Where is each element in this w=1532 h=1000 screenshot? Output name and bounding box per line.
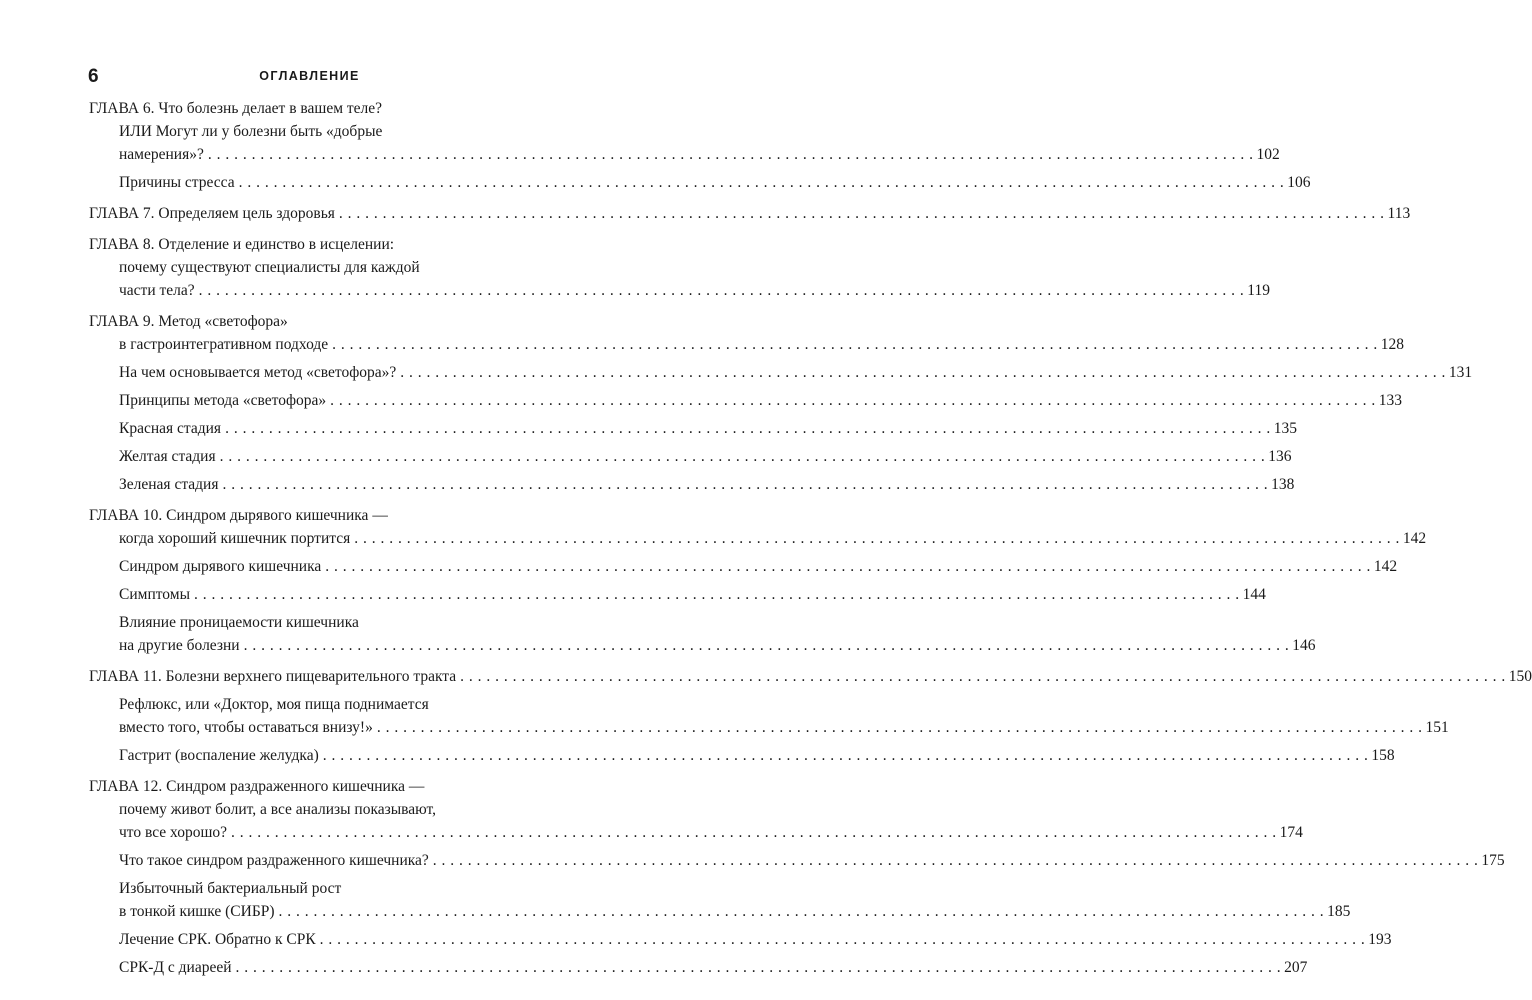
toc-page-number: 150 [1508, 668, 1532, 685]
toc-line [0, 417, 1297, 440]
toc-chapter [0, 233, 1270, 302]
toc-entry-text: ИЛИ Могут ли у болезни быть «добрые [119, 123, 383, 140]
toc-entry-text: что все хорошо? [119, 824, 228, 841]
toc-page-number: 151 [1425, 719, 1449, 736]
toc-page-number: 128 [1380, 336, 1405, 353]
toc-entry-text: Принципы метода «светофора» [119, 392, 327, 409]
toc-page-number: 138 [1271, 476, 1295, 493]
toc-entry-text: Влияние проницаемости кишечника [119, 614, 359, 631]
toc-leader-dots: . . . . . . . . . . . . . . . . . . . . . . . . . . . . . . . . . . . . . . . . . . . . . . . . . . . . . . . . . . . . . . . . . . . . . . . . . . . . . . . . . . . . . . . . . . . . . . . . . . . . . . . . . . . . . . . . . . . . . . . . [400, 364, 1446, 381]
toc-chapter-heading[interactable] [0, 202, 1411, 225]
toc-line [0, 171, 1311, 194]
toc-chapter [0, 775, 1505, 979]
toc-line [0, 849, 1505, 872]
toc-entry-text: На чем основывается метод «светофора»? [119, 364, 397, 381]
toc-line [0, 473, 1295, 496]
toc-leader-dots: . . . . . . . . . . . . . . . . . . . . . . . . . . . . . . . . . . . . . . . . . . . . . . . . . . . . . . . . . . . . . . . . . . . . . . . . . . . . . . . . . . . . . . . . . . . . . . . . . . . . . . . . . . . . . . . . . . . . . . . . [198, 282, 1245, 299]
toc-page-number: 113 [1387, 205, 1411, 222]
toc-subentry[interactable] [0, 877, 1351, 923]
toc-line [0, 900, 1351, 923]
toc-page-number: 136 [1268, 448, 1292, 465]
page-number: 6 [88, 66, 99, 87]
toc-chapter [0, 97, 1311, 194]
toc-chapter-heading[interactable] [0, 665, 1532, 688]
toc-entry-text: Симптомы [119, 586, 190, 603]
toc-leader-dots: . . . . . . . . . . . . . . . . . . . . . . . . . . . . . . . . . . . . . . . . . . . . . . . . . . . . . . . . . . . . . . . . . . . . . . . . . . . . . . . . . . . . . . . . . . . . . . . . . . . . . . . . . . . . . . . . . . . . . . . . [219, 448, 1266, 465]
toc-subentry[interactable] [0, 956, 1308, 979]
toc-leader-dots: . . . . . . . . . . . . . . . . . . . . . . . . . . . . . . . . . . . . . . . . . . . . . . . . . . . . . . . . . . . . . . . . . . . . . . . . . . . . . . . . . . . . . . . . . . . . . . . . . . . . . . . . . . . . . . . . . . . . . . . . [432, 852, 1479, 869]
toc-subentry[interactable] [0, 555, 1398, 578]
toc-subentry[interactable] [0, 389, 1403, 412]
toc-subentry[interactable] [0, 473, 1295, 496]
toc-line [0, 333, 1405, 356]
toc-entry-text: ГЛАВА 8. Отделение и единство в исцелении: [89, 236, 395, 253]
toc-entry-text: на другие болезни [119, 637, 240, 654]
toc-entry-text: Зеленая стадия [119, 476, 219, 493]
toc-entry-text: в тонкой кишке (СИБР) [119, 903, 275, 920]
toc-subentry[interactable] [0, 744, 1395, 767]
toc-leader-dots: . . . . . . . . . . . . . . . . . . . . . . . . . . . . . . . . . . . . . . . . . . . . . . . . . . . . . . . . . . . . . . . . . . . . . . . . . . . . . . . . . . . . . . . . . . . . . . . . . . . . . . . . . . . . . . . . . . . . . . . . [222, 476, 1269, 493]
toc-line [0, 233, 619, 256]
toc-leader-dots: . . . . . . . . . . . . . . . . . . . . . . . . . . . . . . . . . . . . . . . . . . . . . . . . . . . . . . . . . . . . . . . . . . . . . . . . . . . . . . . . . . . . . . . . . . . . . . . . . . . . . . . . . . . . . . . . . . . . . . . . [338, 205, 1385, 222]
toc-leader-dots: . . . . . . . . . . . . . . . . . . . . . . . . . . . . . . . . . . . . . . . . . . . . . . . . . . . . . . . . . . . . . . . . . . . . . . . . . . . . . . . . . . . . . . . . . . . . . . . . . . . . . . . . . . . . . . . . . . . . . . . . [325, 558, 1371, 575]
toc-page-number: 133 [1378, 392, 1403, 409]
toc-page-number: 185 [1327, 903, 1351, 920]
toc-line [0, 798, 619, 821]
toc-chapter [0, 202, 1411, 225]
running-title: ОГЛАВЛЕНИЕ [259, 69, 360, 83]
toc-leader-dots: . . . . . . . . . . . . . . . . . . . . . . . . . . . . . . . . . . . . . . . . . . . . . . . . . . . . . . . . . . . . . . . . . . . . . . . . . . . . . . . . . . . . . . . . . . . . . . . . . . . . . . . . . . . . . . . . . . . . . . . . [243, 637, 1290, 654]
toc-line [0, 821, 1303, 844]
toc-leader-dots: . . . . . . . . . . . . . . . . . . . . . . . . . . . . . . . . . . . . . . . . . . . . . . . . . . . . . . . . . . . . . . . . . . . . . . . . . . . . . . . . . . . . . . . . . . . . . . . . . . . . . . . . . . . . . . . . . . . . . . . . [193, 586, 1240, 603]
toc-line [0, 256, 619, 279]
toc-page-number: 174 [1279, 824, 1303, 841]
toc-entry-text: Избыточный бактериальный рост [119, 880, 342, 897]
toc-line [0, 120, 619, 143]
toc-chapter-heading[interactable] [0, 504, 1427, 550]
toc-line [0, 445, 1292, 468]
toc-entry-text: Красная стадия [119, 420, 222, 437]
toc-line [0, 634, 1316, 657]
toc-line [0, 504, 619, 527]
toc-entry-text: ГЛАВА 6. Что болезнь делает в вашем теле? [89, 100, 383, 117]
toc-entry-text: почему существуют специалисты для каждой [119, 259, 420, 276]
toc-chapter [0, 504, 1427, 657]
toc-leader-dots: . . . . . . . . . . . . . . . . . . . . . . . . . . . . . . . . . . . . . . . . . . . . . . . . . . . . . . . . . . . . . . . . . . . . . . . . . . . . . . . . . . . . . . . . . . . . . . . . . . . . . . . . . . . . . . . . . . . . . . . . [319, 931, 1366, 948]
toc-entry-text: ГЛАВА 11. Болезни верхнего пищеварительного тракта [89, 668, 457, 685]
toc-line [0, 389, 1403, 412]
toc-chapter-heading[interactable] [0, 233, 1270, 302]
toc-line [0, 693, 619, 716]
toc-line [0, 202, 1411, 225]
toc-subentry[interactable] [0, 361, 1473, 384]
toc-page-number: 142 [1373, 558, 1398, 575]
toc-line [0, 744, 1395, 767]
toc-line [0, 555, 1398, 578]
toc-page-number: 131 [1448, 364, 1473, 381]
toc-entry-text: Гастрит (воспаление желудка) [119, 747, 319, 764]
toc-subentry[interactable] [0, 417, 1297, 440]
toc-entry-text: Рефлюкс, или «Доктор, моя пища поднимается [119, 696, 429, 713]
toc-chapter-heading[interactable] [0, 775, 1303, 844]
toc-chapter [0, 310, 1473, 496]
toc-subentry[interactable] [0, 583, 1266, 606]
toc-entry-text: Желтая стадия [119, 448, 216, 465]
toc-page-number: 144 [1242, 586, 1266, 603]
table-of-contents [0, 97, 1532, 987]
toc-subentry[interactable] [0, 171, 1311, 194]
toc-entry-text: когда хороший кишечник портится [119, 530, 351, 547]
toc-leader-dots: . . . . . . . . . . . . . . . . . . . . . . . . . . . . . . . . . . . . . . . . . . . . . . . . . . . . . . . . . . . . . . . . . . . . . . . . . . . . . . . . . . . . . . . . . . . . . . . . . . . . . . . . . . . . . . . . . . . . . . . . [238, 174, 1285, 191]
toc-subentry[interactable] [0, 445, 1292, 468]
toc-entry-text: ГЛАВА 10. Синдром дырявого кишечника — [89, 507, 388, 524]
toc-leader-dots: . . . . . . . . . . . . . . . . . . . . . . . . . . . . . . . . . . . . . . . . . . . . . . . . . . . . . . . . . . . . . . . . . . . . . . . . . . . . . . . . . . . . . . . . . . . . . . . . . . . . . . . . . . . . . . . . . . . . . . . . [207, 146, 1254, 163]
toc-page-number: 158 [1371, 747, 1395, 764]
toc-line [0, 279, 1270, 302]
toc-entry-text: намерения»? [119, 146, 204, 163]
toc-line [0, 716, 1449, 739]
toc-page-number: 193 [1368, 931, 1392, 948]
toc-entry-text: Что такое синдром раздраженного кишечника? [119, 852, 429, 869]
toc-leader-dots: . . . . . . . . . . . . . . . . . . . . . . . . . . . . . . . . . . . . . . . . . . . . . . . . . . . . . . . . . . . . . . . . . . . . . . . . . . . . . . . . . . . . . . . . . . . . . . . . . . . . . . . . . . . . . . . . . . . . . . . . [330, 392, 1376, 409]
toc-leader-dots: . . . . . . . . . . . . . . . . . . . . . . . . . . . . . . . . . . . . . . . . . . . . . . . . . . . . . . . . . . . . . . . . . . . . . . . . . . . . . . . . . . . . . . . . . . . . . . . . . . . . . . . . . . . . . . . . . . . . . . . . [278, 903, 1325, 920]
toc-line [0, 583, 1266, 606]
toc-leader-dots: . . . . . . . . . . . . . . . . . . . . . . . . . . . . . . . . . . . . . . . . . . . . . . . . . . . . . . . . . . . . . . . . . . . . . . . . . . . . . . . . . . . . . . . . . . . . . . . . . . . . . . . . . . . . . . . . . . . . . . . . [376, 719, 1423, 736]
toc-page-number: 175 [1481, 852, 1505, 869]
toc-entry-text: Синдром дырявого кишечника [119, 558, 322, 575]
toc-leader-dots: . . . . . . . . . . . . . . . . . . . . . . . . . . . . . . . . . . . . . . . . . . . . . . . . . . . . . . . . . . . . . . . . . . . . . . . . . . . . . . . . . . . . . . . . . . . . . . . . . . . . . . . . . . . . . . . . . . . . . . . . [235, 959, 1282, 976]
toc-entry-text: ГЛАВА 7. Определяем цель здоровья [89, 205, 335, 222]
toc-page-number: 142 [1402, 530, 1427, 547]
toc-chapter-heading[interactable] [0, 97, 1280, 166]
toc-line [0, 665, 1532, 688]
toc-leader-dots: . . . . . . . . . . . . . . . . . . . . . . . . . . . . . . . . . . . . . . . . . . . . . . . . . . . . . . . . . . . . . . . . . . . . . . . . . . . . . . . . . . . . . . . . . . . . . . . . . . . . . . . . . . . . . . . . . . . . . . . . [322, 747, 1369, 764]
toc-page-number: 102 [1256, 146, 1280, 163]
toc-subentry[interactable] [0, 928, 1392, 951]
toc-line [0, 143, 1280, 166]
toc-entry-text: почему живот болит, а все анализы показывают, [119, 801, 437, 818]
toc-leader-dots: . . . . . . . . . . . . . . . . . . . . . . . . . . . . . . . . . . . . . . . . . . . . . . . . . . . . . . . . . . . . . . . . . . . . . . . . . . . . . . . . . . . . . . . . . . . . . . . . . . . . . . . . . . . . . . . . . . . . . . . . [225, 420, 1271, 437]
toc-page-number: 207 [1284, 959, 1308, 976]
toc-chapter-heading[interactable] [0, 310, 1405, 356]
toc-page-number: 135 [1273, 420, 1297, 437]
toc-subentry[interactable] [0, 693, 1449, 739]
toc-line [0, 527, 1427, 550]
toc-line [0, 877, 619, 900]
toc-entry-text: СРК-Д с диареей [119, 959, 232, 976]
toc-line [0, 361, 1473, 384]
toc-leader-dots: . . . . . . . . . . . . . . . . . . . . . . . . . . . . . . . . . . . . . . . . . . . . . . . . . . . . . . . . . . . . . . . . . . . . . . . . . . . . . . . . . . . . . . . . . . . . . . . . . . . . . . . . . . . . . . . . . . . . . . . . [460, 668, 1506, 685]
toc-leader-dots: . . . . . . . . . . . . . . . . . . . . . . . . . . . . . . . . . . . . . . . . . . . . . . . . . . . . . . . . . . . . . . . . . . . . . . . . . . . . . . . . . . . . . . . . . . . . . . . . . . . . . . . . . . . . . . . . . . . . . . . . [231, 824, 1277, 841]
toc-leader-dots: . . . . . . . . . . . . . . . . . . . . . . . . . . . . . . . . . . . . . . . . . . . . . . . . . . . . . . . . . . . . . . . . . . . . . . . . . . . . . . . . . . . . . . . . . . . . . . . . . . . . . . . . . . . . . . . . . . . . . . . . [354, 530, 1400, 547]
toc-subentry[interactable] [0, 849, 1505, 872]
toc-page-number: 119 [1247, 282, 1270, 299]
toc-entry-text: вместо того, чтобы оставаться внизу!» [119, 719, 373, 736]
toc-line [0, 611, 619, 634]
toc-subentry[interactable] [0, 611, 1316, 657]
toc-line [0, 775, 619, 798]
toc-line [0, 310, 619, 333]
toc-leader-dots: . . . . . . . . . . . . . . . . . . . . . . . . . . . . . . . . . . . . . . . . . . . . . . . . . . . . . . . . . . . . . . . . . . . . . . . . . . . . . . . . . . . . . . . . . . . . . . . . . . . . . . . . . . . . . . . . . . . . . . . . [332, 336, 1378, 353]
toc-entry-text: в гастроинтегративном подходе [119, 336, 329, 353]
toc-entry-text: Лечение СРК. Обратно к СРК [119, 931, 316, 948]
toc-line [0, 928, 1392, 951]
toc-entry-text: ГЛАВА 12. Синдром раздраженного кишечника — [89, 778, 425, 795]
toc-entry-text: части тела? [119, 282, 195, 299]
toc-line [0, 97, 619, 120]
page-header [0, 66, 619, 88]
toc-page-number: 146 [1292, 637, 1316, 654]
toc-line [0, 956, 1308, 979]
toc-chapter [0, 665, 1532, 767]
toc-page-number: 106 [1287, 174, 1311, 191]
toc-entry-text: ГЛАВА 9. Метод «светофора» [89, 313, 288, 330]
toc-entry-text: Причины стресса [119, 174, 235, 191]
